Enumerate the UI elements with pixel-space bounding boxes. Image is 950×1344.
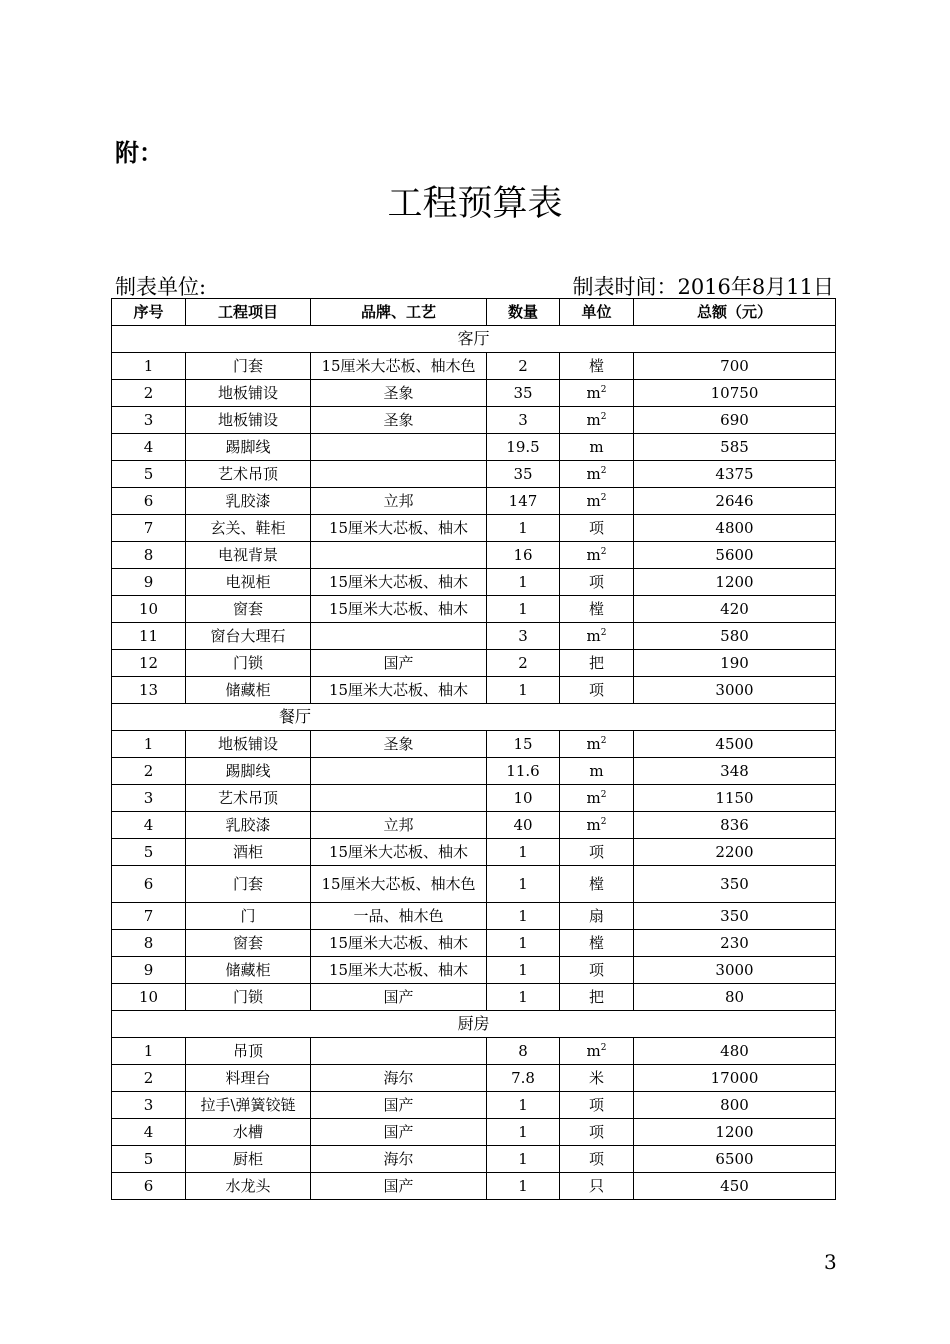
table-row <box>112 866 836 903</box>
row-brand: 海尔 <box>311 1065 487 1092</box>
row-no: 4 <box>112 434 186 461</box>
row-unit: 项 <box>560 1146 634 1173</box>
row-item: 拉手\弹簧铰链 <box>186 1092 311 1119</box>
row-item: 窗台大理石 <box>186 623 311 650</box>
row-qty: 1 <box>487 984 560 1011</box>
row-total: 4500 <box>634 731 836 758</box>
row-item: 吊顶 <box>186 1038 311 1065</box>
row-item: 乳胶漆 <box>186 488 311 515</box>
row-item: 门套 <box>186 866 311 903</box>
row-brand: 15厘米大芯板、柚木 <box>311 839 487 866</box>
row-qty: 40 <box>487 812 560 839</box>
row-no: 11 <box>112 623 186 650</box>
row-total: 10750 <box>634 380 836 407</box>
row-unit: $m^2$ <box>560 731 634 758</box>
row-unit: $m^2$ <box>560 461 634 488</box>
prepared-date-label: 制表时间：2016年8月11日 <box>572 275 834 299</box>
section-title: 餐厅 <box>112 704 836 731</box>
row-brand <box>311 758 487 785</box>
table-row <box>112 407 836 434</box>
row-item: 储藏柜 <box>186 677 311 704</box>
row-qty: 147 <box>487 488 560 515</box>
row-item: 踢脚线 <box>186 434 311 461</box>
row-unit: $m^2$ <box>560 623 634 650</box>
row-qty: 1 <box>487 677 560 704</box>
row-total: 350 <box>634 903 836 930</box>
col-header-no: 序号 <box>112 299 186 326</box>
row-brand: 15厘米大芯板、柚木 <box>311 930 487 957</box>
row-unit: 樘 <box>560 353 634 380</box>
row-total: 2200 <box>634 839 836 866</box>
row-unit: 把 <box>560 984 634 1011</box>
row-total: 2646 <box>634 488 836 515</box>
row-brand: 国产 <box>311 1119 487 1146</box>
row-total: 5600 <box>634 542 836 569</box>
row-unit: $m^2$ <box>560 1038 634 1065</box>
row-total: 4800 <box>634 515 836 542</box>
table-row <box>112 758 836 785</box>
table-row <box>112 623 836 650</box>
row-no: 7 <box>112 515 186 542</box>
row-brand: 15厘米大芯板、柚木 <box>311 957 487 984</box>
row-no: 1 <box>112 353 186 380</box>
row-no: 5 <box>112 839 186 866</box>
row-brand <box>311 542 487 569</box>
row-total: 420 <box>634 596 836 623</box>
row-unit: $m^2$ <box>560 785 634 812</box>
prepared-by-unit-label: 制表单位: <box>115 275 207 299</box>
table-row <box>112 785 836 812</box>
row-no: 6 <box>112 488 186 515</box>
row-qty: 11.6 <box>487 758 560 785</box>
row-item: 窗套 <box>186 930 311 957</box>
table-row <box>112 380 836 407</box>
row-total: 190 <box>634 650 836 677</box>
row-item: 水龙头 <box>186 1173 311 1200</box>
row-unit: 樘 <box>560 596 634 623</box>
row-item: 门锁 <box>186 984 311 1011</box>
row-unit: 项 <box>560 1092 634 1119</box>
row-unit: m <box>560 758 634 785</box>
row-qty: 1 <box>487 957 560 984</box>
table-row <box>112 903 836 930</box>
row-unit: $m^2$ <box>560 407 634 434</box>
col-header-unit: 单位 <box>560 299 634 326</box>
row-item: 门套 <box>186 353 311 380</box>
row-qty: 1 <box>487 1119 560 1146</box>
row-brand <box>311 1038 487 1065</box>
row-total: 450 <box>634 1173 836 1200</box>
table-row <box>112 461 836 488</box>
row-unit: 米 <box>560 1065 634 1092</box>
row-total: 585 <box>634 434 836 461</box>
row-no: 13 <box>112 677 186 704</box>
row-total: 1200 <box>634 1119 836 1146</box>
row-unit: $m^2$ <box>560 542 634 569</box>
section-row <box>112 1011 836 1038</box>
row-no: 2 <box>112 758 186 785</box>
table-row <box>112 839 836 866</box>
row-no: 3 <box>112 785 186 812</box>
row-no: 6 <box>112 866 186 903</box>
row-item: 窗套 <box>186 596 311 623</box>
row-unit: 项 <box>560 957 634 984</box>
table-row <box>112 569 836 596</box>
row-qty: 1 <box>487 596 560 623</box>
row-brand: 15厘米大芯板、柚木色 <box>311 866 487 903</box>
table-row <box>112 957 836 984</box>
row-qty: 2 <box>487 353 560 380</box>
row-brand: 立邦 <box>311 488 487 515</box>
row-brand: 一品、柚木色 <box>311 903 487 930</box>
table-row <box>112 1038 836 1065</box>
row-qty: 1 <box>487 930 560 957</box>
row-unit: 樘 <box>560 930 634 957</box>
row-total: 690 <box>634 407 836 434</box>
table-row <box>112 731 836 758</box>
table-row <box>112 515 836 542</box>
table-row <box>112 542 836 569</box>
row-no: 4 <box>112 1119 186 1146</box>
section-row <box>112 326 836 353</box>
row-qty: 35 <box>487 380 560 407</box>
table-row <box>112 812 836 839</box>
row-qty: 2 <box>487 650 560 677</box>
row-no: 10 <box>112 984 186 1011</box>
budget-table <box>111 298 836 1200</box>
row-item: 电视柜 <box>186 569 311 596</box>
row-unit: 樘 <box>560 866 634 903</box>
row-no: 8 <box>112 542 186 569</box>
table-header-row <box>112 299 836 326</box>
row-total: 800 <box>634 1092 836 1119</box>
row-qty: 1 <box>487 866 560 903</box>
row-item: 艺术吊顶 <box>186 785 311 812</box>
row-unit: 项 <box>560 1119 634 1146</box>
col-header-item: 工程项目 <box>186 299 311 326</box>
row-brand: 15厘米大芯板、柚木色 <box>311 353 487 380</box>
col-header-brand: 品牌、工艺 <box>311 299 487 326</box>
row-total: 1200 <box>634 569 836 596</box>
row-qty: 35 <box>487 461 560 488</box>
row-brand: 圣象 <box>311 731 487 758</box>
attachment-label: 附： <box>115 139 163 167</box>
row-item: 酒柜 <box>186 839 311 866</box>
row-item: 料理台 <box>186 1065 311 1092</box>
row-qty: 1 <box>487 1173 560 1200</box>
row-qty: 1 <box>487 839 560 866</box>
row-total: 1150 <box>634 785 836 812</box>
row-brand <box>311 461 487 488</box>
row-qty: 3 <box>487 623 560 650</box>
page-number: 3 <box>824 1250 837 1274</box>
row-item: 厨柜 <box>186 1146 311 1173</box>
section-title: 厨房 <box>112 1011 836 1038</box>
row-item: 门锁 <box>186 650 311 677</box>
row-brand: 圣象 <box>311 380 487 407</box>
table-row <box>112 353 836 380</box>
row-brand <box>311 434 487 461</box>
row-item: 地板铺设 <box>186 731 311 758</box>
row-unit: $m^2$ <box>560 812 634 839</box>
row-total: 700 <box>634 353 836 380</box>
section-row <box>112 704 836 731</box>
row-item: 乳胶漆 <box>186 812 311 839</box>
row-brand: 海尔 <box>311 1146 487 1173</box>
row-total: 4375 <box>634 461 836 488</box>
row-brand: 圣象 <box>311 407 487 434</box>
row-qty: 1 <box>487 569 560 596</box>
row-unit: 只 <box>560 1173 634 1200</box>
col-header-qty: 数量 <box>487 299 560 326</box>
row-total: 3000 <box>634 677 836 704</box>
row-total: 836 <box>634 812 836 839</box>
row-no: 9 <box>112 569 186 596</box>
row-item: 地板铺设 <box>186 407 311 434</box>
row-brand: 国产 <box>311 650 487 677</box>
row-qty: 8 <box>487 1038 560 1065</box>
row-qty: 1 <box>487 903 560 930</box>
row-total: 6500 <box>634 1146 836 1173</box>
table-row <box>112 1065 836 1092</box>
row-no: 2 <box>112 380 186 407</box>
row-no: 4 <box>112 812 186 839</box>
row-unit: 项 <box>560 569 634 596</box>
row-qty: 19.5 <box>487 434 560 461</box>
row-qty: 3 <box>487 407 560 434</box>
table-row <box>112 1119 836 1146</box>
row-qty: 16 <box>487 542 560 569</box>
row-total: 80 <box>634 984 836 1011</box>
row-no: 6 <box>112 1173 186 1200</box>
row-no: 8 <box>112 930 186 957</box>
row-unit: m <box>560 434 634 461</box>
row-no: 7 <box>112 903 186 930</box>
row-total: 17000 <box>634 1065 836 1092</box>
row-total: 348 <box>634 758 836 785</box>
row-no: 12 <box>112 650 186 677</box>
row-no: 3 <box>112 1092 186 1119</box>
row-qty: 15 <box>487 731 560 758</box>
row-no: 9 <box>112 957 186 984</box>
row-brand <box>311 623 487 650</box>
col-header-total: 总额（元） <box>634 299 836 326</box>
row-brand: 15厘米大芯板、柚木 <box>311 596 487 623</box>
row-total: 230 <box>634 930 836 957</box>
table-row <box>112 650 836 677</box>
section-title: 客厅 <box>112 326 836 353</box>
row-no: 5 <box>112 461 186 488</box>
table-row <box>112 488 836 515</box>
row-total: 480 <box>634 1038 836 1065</box>
row-total: 350 <box>634 866 836 903</box>
row-unit: $m^2$ <box>560 488 634 515</box>
row-brand <box>311 785 487 812</box>
row-no: 2 <box>112 1065 186 1092</box>
table-row <box>112 677 836 704</box>
row-unit: 项 <box>560 515 634 542</box>
row-item: 水槽 <box>186 1119 311 1146</box>
row-qty: 1 <box>487 1092 560 1119</box>
table-row <box>112 434 836 461</box>
row-item: 玄关、鞋柜 <box>186 515 311 542</box>
row-item: 储藏柜 <box>186 957 311 984</box>
row-unit: 项 <box>560 839 634 866</box>
row-brand: 15厘米大芯板、柚木 <box>311 677 487 704</box>
budget-table-body <box>112 326 836 1200</box>
row-qty: 1 <box>487 1146 560 1173</box>
row-qty: 10 <box>487 785 560 812</box>
row-brand: 15厘米大芯板、柚木 <box>311 569 487 596</box>
row-brand: 国产 <box>311 1173 487 1200</box>
row-item: 电视背景 <box>186 542 311 569</box>
row-no: 5 <box>112 1146 186 1173</box>
row-item: 门 <box>186 903 311 930</box>
page-title: 工程预算表 <box>387 184 563 224</box>
row-unit: 把 <box>560 650 634 677</box>
table-row <box>112 984 836 1011</box>
table-row <box>112 596 836 623</box>
row-unit: 扇 <box>560 903 634 930</box>
row-brand: 国产 <box>311 1092 487 1119</box>
row-total: 580 <box>634 623 836 650</box>
row-no: 1 <box>112 1038 186 1065</box>
row-item: 地板铺设 <box>186 380 311 407</box>
table-row <box>112 1092 836 1119</box>
table-row <box>112 1146 836 1173</box>
row-no: 3 <box>112 407 186 434</box>
row-brand: 15厘米大芯板、柚木 <box>311 515 487 542</box>
row-item: 艺术吊顶 <box>186 461 311 488</box>
row-brand: 立邦 <box>311 812 487 839</box>
row-unit: $m^2$ <box>560 380 634 407</box>
row-unit: 项 <box>560 677 634 704</box>
row-item: 踢脚线 <box>186 758 311 785</box>
table-row <box>112 930 836 957</box>
row-no: 10 <box>112 596 186 623</box>
row-no: 1 <box>112 731 186 758</box>
row-qty: 1 <box>487 515 560 542</box>
table-row <box>112 1173 836 1200</box>
row-brand: 国产 <box>311 984 487 1011</box>
row-qty: 7.8 <box>487 1065 560 1092</box>
row-total: 3000 <box>634 957 836 984</box>
